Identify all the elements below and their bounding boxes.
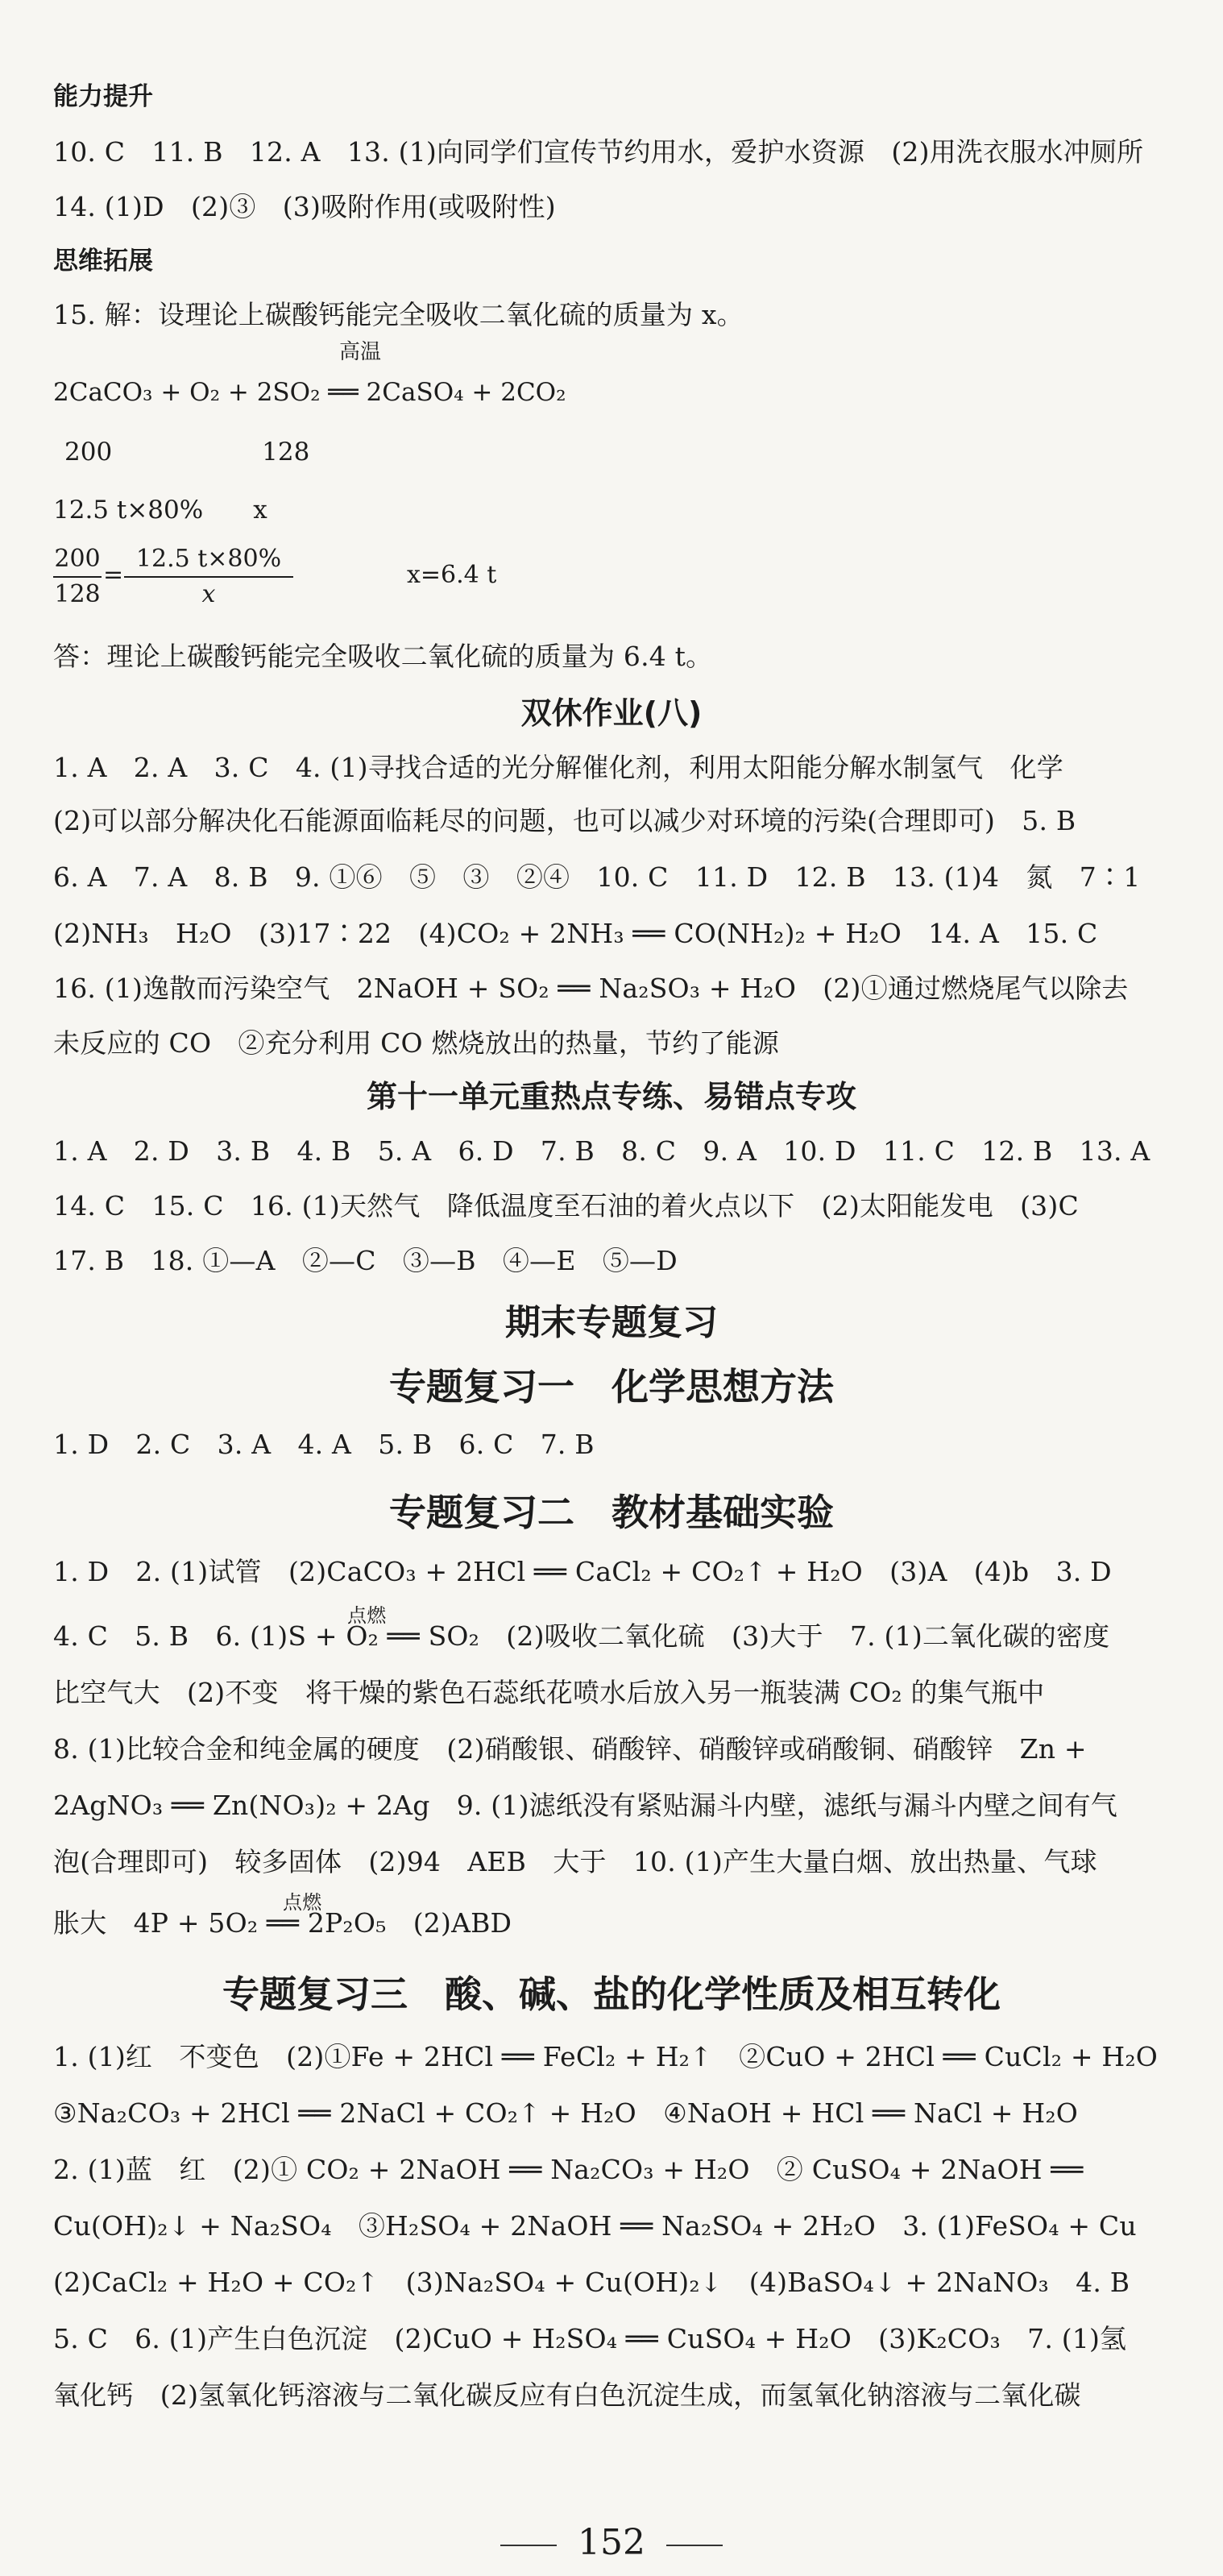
ratio-row: 12.5 t×80% x	[53, 496, 267, 525]
section-title-weekend-8: 双休作业(八)	[520, 695, 703, 731]
answer-line: Cu(OH)₂↓ + Na₂SO₄ ③H₂SO₄ + 2NaOH ══ Na₂SO₄ + 2H₂O 3. (1)FeSO₄ + Cu	[53, 2210, 1137, 2242]
answer-line: 14. (1)D (2)③ (3)吸附作用(或吸附性)	[53, 191, 556, 222]
ratio-row: 200 128	[64, 438, 310, 467]
answer-line: 1. A 2. A 3. C 4. (1)寻找合适的光分解催化剂，利用太阳能分解水制氢气 化学	[53, 752, 1063, 783]
section-title-final: 期末专题复习	[505, 1302, 718, 1343]
answer-line: 氧化钙 (2)氢氧化钙溶液与二氧化碳反应有白色沉淀生成，而氢氧化钠溶液与二氧化碳	[53, 2379, 1081, 2411]
answer-line: 6. A 7. A 8. B 9. ①⑥ ⑤ ③ ②④ 10. C 11. D 12. B 13. (1)4 氮 7∶1	[53, 861, 1141, 893]
section-title-review-1: 专题复习一 化学思想方法	[389, 1365, 834, 1408]
answer-line: 1. (1)红 不变色 (2)①Fe + 2HCl ══ FeCl₂ + H₂↑ ②CuO + 2HCl ══ CuCl₂ + H₂O	[53, 2041, 1159, 2072]
answer-line: 15. 解：设理论上碳酸钙能完全吸收二氧化硫的质量为 x。	[53, 299, 744, 330]
answer-line: ③Na₂CO₃ + 2HCl ══ 2NaCl + CO₂↑ + H₂O ④NaOH + HCl ══ NaCl + H₂O	[53, 2097, 1079, 2129]
section-title-review-3: 专题复习三 酸、碱、盐的化学性质及相互转化	[222, 1972, 1001, 2016]
answer-line: 10. C 11. B 12. A 13. (1)向同学们宣传节约用水，爱护水资源 (2)用洗衣服水冲厕所	[53, 136, 1144, 168]
answer-line: 14. C 15. C 16. (1)天然气 降低温度至石油的着火点以下 (2)太阳能发电 (3)C	[53, 1190, 1079, 1222]
answer-page: 能力提升 10. C 11. B 12. A 13. (1)向同学们宣传节约用水，爱护水资源 (2)用洗衣服水冲厕所 14. (1)D (2)③ (3)吸附作用(或吸附性) 思维拓展 15. 解：设理论上碳酸钙能完全吸收二氧化硫的质量为 x。 高温 2CaCO₃ + O₂ + 2SO₂ ══ 2CaSO₄ + 2CO₂ 200 128 12.5 t×80% x 200 128 = 12.5 t×80% x x=6.4 t 答：理论上碳酸钙能完全吸收二氧化硫的质量为 6.4 t。 双休作业(八) 1. A 2. A 3. C 4. (1)寻找合适的光分解催化剂，利用太阳能分解水制氢气 化学 (2)可以部分解决化石能源面临耗尽的问题，也可以减少对环境的污染(合理即可) 5. B 6. A 7. A 8. B 9. ①⑥ ⑤ ③ ②④ 10. C 11. D 12. B 13. (1)4 氮 7∶1 (2)NH₃ H₂O (3)17∶22 (4)CO₂ + 2NH₃ ══ CO(NH₂)₂ + H₂O 14. A 15. C 16. (1)逸散而污染空气 2NaOH + SO₂ ══ Na₂SO₃ + H₂O (2)①通过燃烧尾气以除去 未反应的 CO ②充分利用 CO 燃烧放出的热量，节约了能源 第十一单元重热点专练、易错点专攻 1. A 2. D 3. B 4. B 5. A 6. D 7. B 8. C 9. A 10. D 11. C 12. B 13. A 14. C 15. C 16. (1)天然气 降低温度至石油的着火点以下 (2)太阳能发电 (3)C 17. B 18. ①—A ②—C ③—B ④—E ⑤—D 期末专题复习 专题复习一 化学思想方法 1. D 2. C 3. A 4. A 5. B 6. C 7. B 专题复习二 教材基础实验 1. D 2. (1)试管 (2)CaCO₃ + 2HCl ══ CaCl₂ + CO₂↑ + H₂O (3)A (4)b 3. D 4. C 5. B 6. (1)S + O₂ ══ SO₂ (2)吸收二氧化硫 (3)大于 7. (1)二氧化碳的密度 点燃 比空气大 (2)不变 将干燥的紫色石蕊纸花喷水后放入另一瓶装满 CO₂ 的集气瓶中 8. (1)比较合金和纯金属的硬度 (2)硝酸银、硝酸锌、硝酸锌或硝酸铜、硝酸锌 Zn + 2AgNO₃ ══ Zn(NO₃)₂ + 2Ag 9. (1)滤纸没有紧贴漏斗内壁，滤纸与漏斗内壁之间有气 泡(合理即可) 较多固体 (2)94 AEB 大于 10. (1)产生大量白烟、放出热量、气球 胀大 4P + 5O₂ ══ 2P₂O₅ (2)ABD 点燃 专题复习三 酸、碱、盐的化学性质及相互转化 1. (1)红 不变色 (2)①Fe + 2HCl ══ FeCl₂ + H₂↑ ②CuO + 2HCl ══ CuCl₂ + H₂O ③Na₂CO₃ + 2HCl ══ 2NaCl + CO₂↑ + H₂O ④NaOH + HCl ══ NaCl + H₂O 2. (1)蓝 红 (2)① CO₂ + 2NaOH ══ Na₂CO₃ + H₂O ② CuSO₄ + 2NaOH ══ Cu(OH)₂↓ + Na₂SO₄ ③H₂SO₄ + 2NaOH ══ Na₂SO₄ + 2H₂O 3. (1)FeSO₄ + Cu (2)CaCl₂ + H₂O + CO₂↑ (3)Na₂SO₄ + Cu(OH)₂↓ (4)BaSO₄↓ + 2NaNO₃ 4. B 5. C 6. (1)产生白色沉淀 (2)CuO + H₂SO₄ ══ CuSO₄ + H₂O (3)K₂CO₃ 7. (1)氢 氧化钙 (2)氢氧化钙溶液与二氧化碳反应有白色沉淀生成，而氢氧化钠溶液与二氧化碳 152	[0, 0, 1223, 2576]
answer-line: 未反应的 CO ②充分利用 CO 燃烧放出的热量，节约了能源	[53, 1027, 780, 1059]
answer-line: (2)NH₃ H₂O (3)17∶22 (4)CO₂ + 2NH₃ ══ CO(NH₂)₂ + H₂O 14. A 15. C	[53, 918, 1098, 949]
answer-line: (2)CaCl₂ + H₂O + CO₂↑ (3)Na₂SO₄ + Cu(OH)₂↓ (4)BaSO₄↓ + 2NaNO₃ 4. B	[53, 2267, 1130, 2298]
answer-line: 泡(合理即可) 较多固体 (2)94 AEB 大于 10. (1)产生大量白烟、放出热量、气球	[53, 1846, 1097, 1877]
answer-line: 4. C 5. B 6. (1)S + O₂ ══ SO₂ (2)吸收二氧化硫 (3)大于 7. (1)二氧化碳的密度 点燃	[53, 1618, 1183, 1655]
answer-line: 比空气大 (2)不变 将干燥的紫色石蕊纸花喷水后放入另一瓶装满 CO₂ 的集气瓶中	[53, 1677, 1045, 1708]
reaction-condition: 点燃	[283, 1891, 322, 1914]
reaction-condition: 点燃	[347, 1604, 387, 1627]
answer-line: 答：理论上碳酸钙能完全吸收二氧化硫的质量为 6.4 t。	[53, 641, 713, 672]
answer-line: 1. D 2. C 3. A 4. A 5. B 6. C 7. B	[53, 1429, 595, 1460]
section-title-unit-11: 第十一单元重热点专练、易错点专攻	[366, 1079, 856, 1114]
answer-line: 2. (1)蓝 红 (2)① CO₂ + 2NaOH ══ Na₂CO₃ + H₂O ② CuSO₄ + 2NaOH ══	[53, 2154, 1084, 2185]
section-ability: 能力提升	[53, 82, 153, 111]
answer-line: 1. A 2. D 3. B 4. B 5. A 6. D 7. B 8. C 9. A 10. D 11. C 12. B 13. A	[53, 1135, 1150, 1167]
section-thinking: 思维拓展	[53, 247, 153, 276]
answer-line: 胀大 4P + 5O₂ ══ 2P₂O₅ (2)ABD 点燃	[53, 1905, 1183, 1942]
answer-line: (2)可以部分解决化石能源面临耗尽的问题，也可以减少对环境的污染(合理即可) 5. B	[53, 805, 1076, 836]
section-title-review-2: 专题复习二 教材基础实验	[389, 1491, 834, 1534]
answer-line: 5. C 6. (1)产生白色沉淀 (2)CuO + H₂SO₄ ══ CuSO₄ + H₂O (3)K₂CO₃ 7. (1)氢	[53, 2323, 1127, 2354]
answer-line: 2AgNO₃ ══ Zn(NO₃)₂ + 2Ag 9. (1)滤纸没有紧贴漏斗内壁，滤纸与漏斗内壁之间有气	[53, 1790, 1118, 1821]
answer-line: 1. D 2. (1)试管 (2)CaCO₃ + 2HCl ══ CaCl₂ + CO₂↑ + H₂O (3)A (4)b 3. D	[53, 1556, 1112, 1587]
chemical-equation: 2CaCO₃ + O₂ + 2SO₂ ══ 2CaSO₄ + 2CO₂	[53, 378, 566, 407]
answer-line: 17. B 18. ①—A ②—C ③—B ④—E ⑤—D	[53, 1245, 678, 1276]
answer-line: 8. (1)比较合金和纯金属的硬度 (2)硝酸银、硝酸锌、硝酸锌或硝酸铜、硝酸锌 Zn +	[53, 1733, 1087, 1765]
answer-line: 16. (1)逸散而污染空气 2NaOH + SO₂ ══ Na₂SO₃ + H₂O (2)①通过燃烧尾气以除去	[53, 973, 1129, 1004]
page-number: 152	[0, 2520, 1223, 2566]
